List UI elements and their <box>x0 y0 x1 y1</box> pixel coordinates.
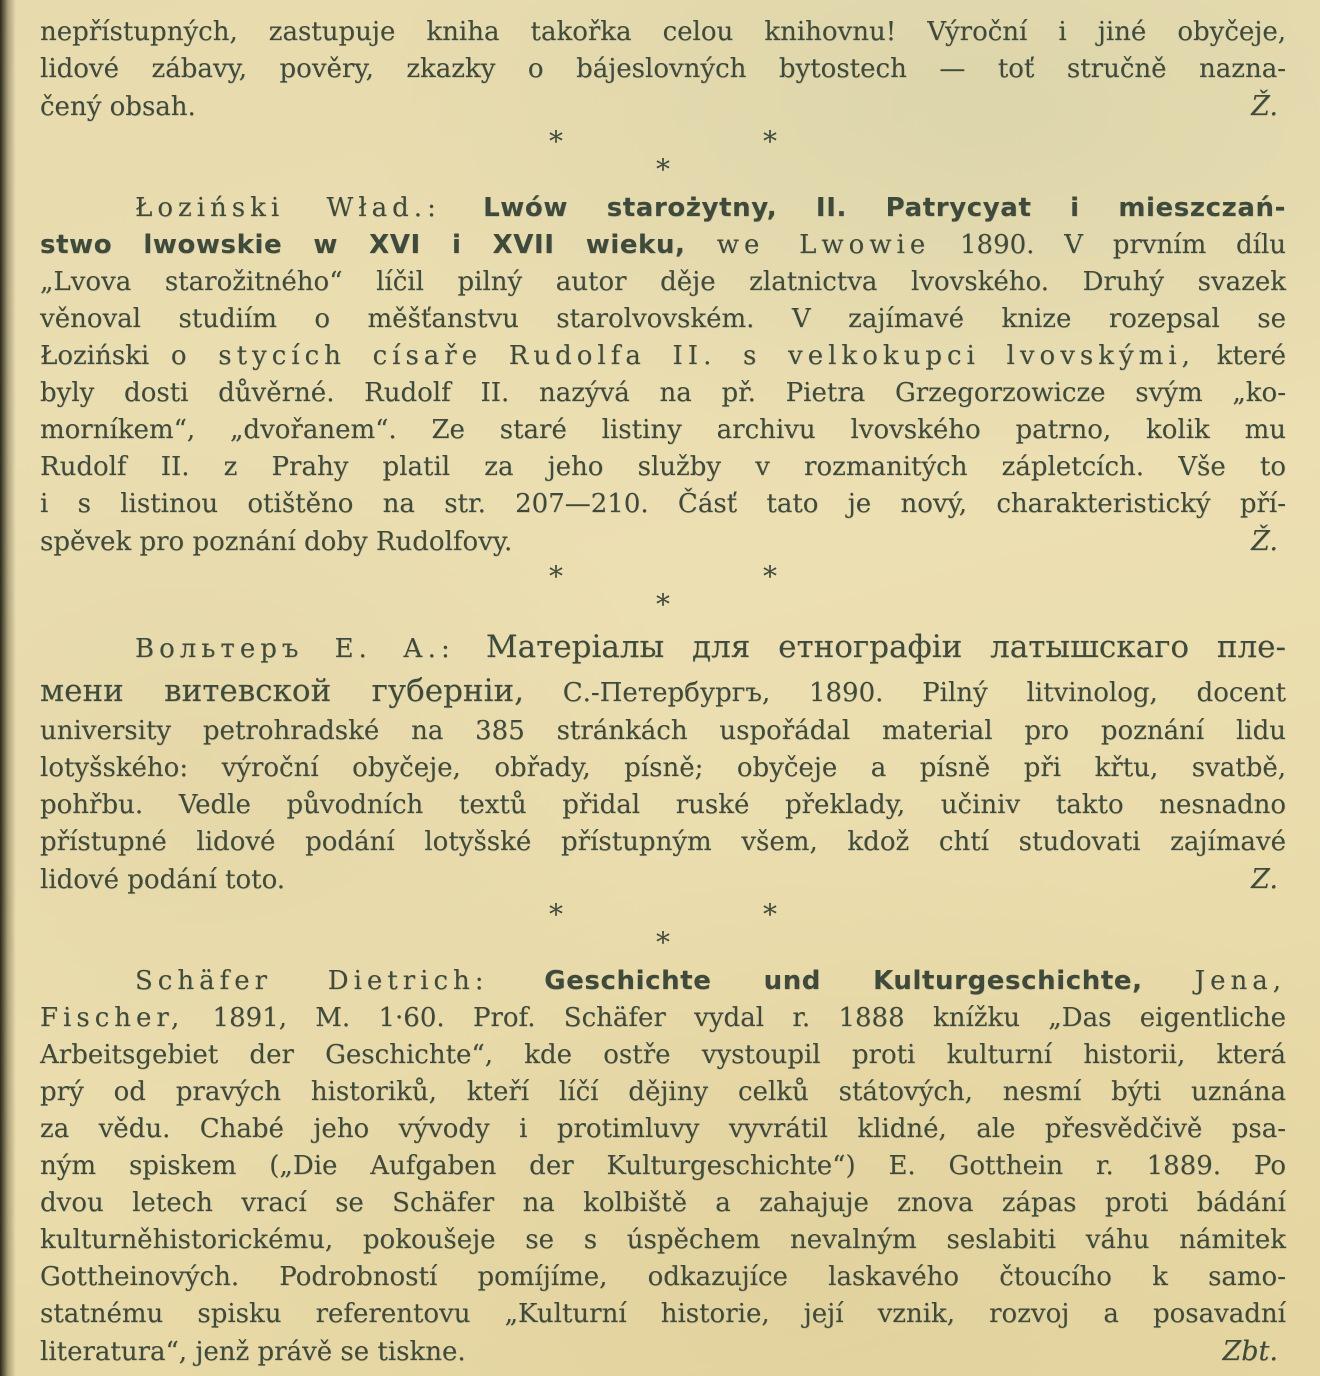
text-line <box>40 1037 1286 1074</box>
body-text: nepřístupných, zastupuje kniha takořka celou knihovnu! Výroční i jiné obyčeje, <box>40 17 1286 47</box>
text-line <box>40 1074 1286 1111</box>
author-name-text: Jena, <box>1194 966 1286 996</box>
line-text <box>135 629 1287 665</box>
text-line <box>40 1296 1286 1333</box>
line-text <box>40 304 1286 334</box>
body-text: za vědu. Chabé jeho vývody i protimluvy vyvrátil klidné, ale přesvědčivě psa- <box>40 1114 1286 1144</box>
line-text <box>40 673 1286 709</box>
separator-row <box>40 898 1286 931</box>
text-line <box>40 625 1286 669</box>
asterisk-icon: * <box>763 125 777 158</box>
text-line <box>40 1185 1286 1222</box>
reviewer-signature: Ž. <box>1251 91 1278 122</box>
body-text: С.-Петербургъ, 1890. Pilný litvinolog, docent <box>524 678 1286 708</box>
text-line <box>40 227 1286 264</box>
text-line <box>40 449 1286 486</box>
line-text <box>40 862 285 899</box>
line-text <box>135 193 1286 223</box>
line-text <box>40 230 1286 260</box>
asterisk-icon: * <box>656 926 670 959</box>
line-text <box>40 716 1286 746</box>
body-text: čený obsah. <box>40 92 196 122</box>
line-text <box>40 1334 466 1371</box>
line-text <box>40 1077 1286 1107</box>
body-text: lidové podání toto. <box>40 865 286 895</box>
asterisk-icon: * <box>763 560 777 593</box>
text-line <box>40 669 1286 713</box>
asterisk-icon: * <box>656 153 670 186</box>
body-text: které <box>1194 341 1287 371</box>
line-text <box>135 966 1286 996</box>
asterisk-icon: * <box>549 560 563 593</box>
author-name-text: o stycích císaře Rudolfa II. s velkokupci lvovskými, <box>170 341 1195 371</box>
body-text: i s listinou otištěno na str. 207—210. Čásť tato je nový, charakteristický pří- <box>40 489 1286 519</box>
line-text <box>40 89 196 126</box>
body-text: lotyšského: výroční obyčeje, obřady, písně; obyčeje a písně při křtu, svatbě, <box>40 753 1286 783</box>
line-text <box>40 1040 1286 1070</box>
body-text: 1890. V prvním dílu <box>930 230 1287 260</box>
line-text <box>40 524 512 561</box>
book-title-text: Lwów starożytny, II. Patrycyat i mieszczań- <box>483 193 1286 223</box>
reviewer-signature: Ž. <box>1251 526 1278 557</box>
body-text: „Lvova starožitného“ líčil pilný autor děje zlatnictva lvovského. Druhý svazek <box>40 267 1286 297</box>
line-text <box>40 17 1286 47</box>
separator-row <box>40 588 1286 621</box>
body-text: kulturněhistorickému, pokoušeje se s úspěchem nevalným seslabiti váhu námitek <box>40 1225 1286 1255</box>
author-name-text: Fischer, <box>40 1003 185 1033</box>
text-line <box>40 338 1286 375</box>
line-text <box>40 415 1286 445</box>
cyrillic-title-text: Матеріалы для етнографіи латышскаго пле- <box>485 629 1287 665</box>
asterisk-icon: * <box>656 588 670 621</box>
text-line <box>40 486 1286 523</box>
text-line <box>40 523 1286 560</box>
body-text: Łoziński <box>40 341 171 371</box>
text-line <box>40 51 1286 88</box>
text-line <box>40 1111 1286 1148</box>
line-text <box>40 267 1286 297</box>
separator-row <box>40 153 1286 186</box>
body-text: morníkem“, „dvořanem“. Ze staré listiny archivu lvovského patrno, kolik mu <box>40 415 1286 445</box>
text-line <box>40 963 1286 1000</box>
text-line <box>40 1259 1286 1296</box>
book-title-text: Geschichte und Kulturgeschichte, <box>544 966 1195 996</box>
line-text <box>40 452 1286 482</box>
line-text <box>40 1262 1286 1292</box>
body-text: 1891, M. 1·60. Prof. Schäfer vydal r. 1888 knížku „Das eigentliche <box>184 1003 1286 1033</box>
body-text: dvou letech vrací se Schäfer na kolbiště a zahajuje znova zápas proti bádání <box>40 1188 1286 1218</box>
author-name-text: Schäfer Dietrich: <box>135 966 545 996</box>
line-text <box>40 790 1286 820</box>
line-text <box>40 1114 1286 1144</box>
body-text: ným spiskem („Die Aufgaben der Kulturgeschichte“) E. Gotthein r. 1889. Po <box>40 1151 1286 1181</box>
section-separator <box>40 560 1286 625</box>
text-line <box>40 301 1286 338</box>
review-paragraph <box>40 963 1286 1370</box>
separator-row <box>40 125 1286 158</box>
separator-row <box>40 560 1286 593</box>
text-line <box>40 713 1286 750</box>
text-line <box>40 750 1286 787</box>
line-text <box>40 489 1286 519</box>
body-text: Rudolf II. z Prahy platil za jeho služby v rozmanitých zápletcích. Vše to <box>40 452 1286 482</box>
section-separator <box>40 898 1286 963</box>
text-line <box>40 1148 1286 1185</box>
author-name-text: we Lwowie <box>716 230 931 260</box>
text-line <box>40 1222 1286 1259</box>
text-line <box>40 88 1286 125</box>
line-text <box>40 341 1286 371</box>
line-text <box>40 1225 1286 1255</box>
body-text: literatura“, jenž právě se tiskne. <box>40 1337 466 1367</box>
asterisk-icon: * <box>763 898 777 931</box>
body-text: statnému spisku referentovu „Kulturní historie, její vznik, rozvoj a posavadní <box>40 1299 1286 1329</box>
text-line <box>40 14 1286 51</box>
body-text: věnoval studiím o měšťanstvu starolvovském. V zajímavé knize rozepsal se <box>40 304 1286 334</box>
body-text: Arbeitsgebiet der Geschichte“, kde ostře vystoupil proti kulturní historii, která <box>40 1040 1286 1070</box>
text-line <box>40 412 1286 449</box>
line-text <box>40 378 1286 408</box>
body-text: Gottheinových. Podrobností pomíjíme, odkazujíce laskavého čtoucího k samo- <box>40 1262 1286 1292</box>
text-line <box>40 264 1286 301</box>
book-title-text: stwo lwowskie w XVI i XVII wieku, <box>40 230 717 260</box>
asterisk-icon: * <box>549 125 563 158</box>
line-text <box>40 1299 1286 1329</box>
scan-edge-shadow <box>0 0 16 1376</box>
cyrillic-title-text: мени витевской губерніи, <box>40 673 525 709</box>
line-text <box>40 1151 1286 1181</box>
text-line <box>40 861 1286 898</box>
author-name-text: Вольтеръ Е. А.: <box>135 634 486 664</box>
review-paragraph <box>40 190 1286 560</box>
text-line <box>40 190 1286 227</box>
body-text: lidové zábavy, pověry, zkazky o bájeslovných bytostech — toť stručně nazna- <box>40 54 1286 84</box>
asterisk-icon: * <box>549 898 563 931</box>
text-line <box>40 1333 1286 1370</box>
text-line <box>40 824 1286 861</box>
reviewer-signature: Zbt. <box>1222 1336 1278 1367</box>
body-text: přístupné lidové podání lotyšské přístupným všem, kdož chtí studovati zajímavé <box>40 827 1286 857</box>
body-text: prý od pravých historiků, kteří líčí dějiny celků státových, nesmí býti uznána <box>40 1077 1286 1107</box>
line-text <box>40 1003 1286 1033</box>
line-text <box>40 753 1286 783</box>
body-text: spěvek pro poznání doby Rudolfovy. <box>40 527 513 557</box>
body-text: pohřbu. Vedle původních textů přidal ruské překlady, učiniv takto nesnadno <box>40 790 1286 820</box>
line-text <box>40 827 1286 857</box>
body-text: university petrohradské na 385 stránkách uspořádal material pro poznání lidu <box>40 716 1286 746</box>
review-paragraph <box>40 14 1286 125</box>
text-line <box>40 1000 1286 1037</box>
line-text <box>40 1188 1286 1218</box>
author-name-text: Łoziński Wład.: <box>135 193 484 223</box>
section-separator <box>40 125 1286 190</box>
text-line <box>40 375 1286 412</box>
separator-row <box>40 926 1286 959</box>
text-line <box>40 787 1286 824</box>
review-paragraph <box>40 625 1286 898</box>
line-text <box>40 54 1286 84</box>
reviewer-signature: Z. <box>1251 864 1278 895</box>
body-text: byly dosti důvěrné. Rudolf II. nazývá na př. Pietra Grzegorzowicze svým „ko- <box>40 378 1286 408</box>
